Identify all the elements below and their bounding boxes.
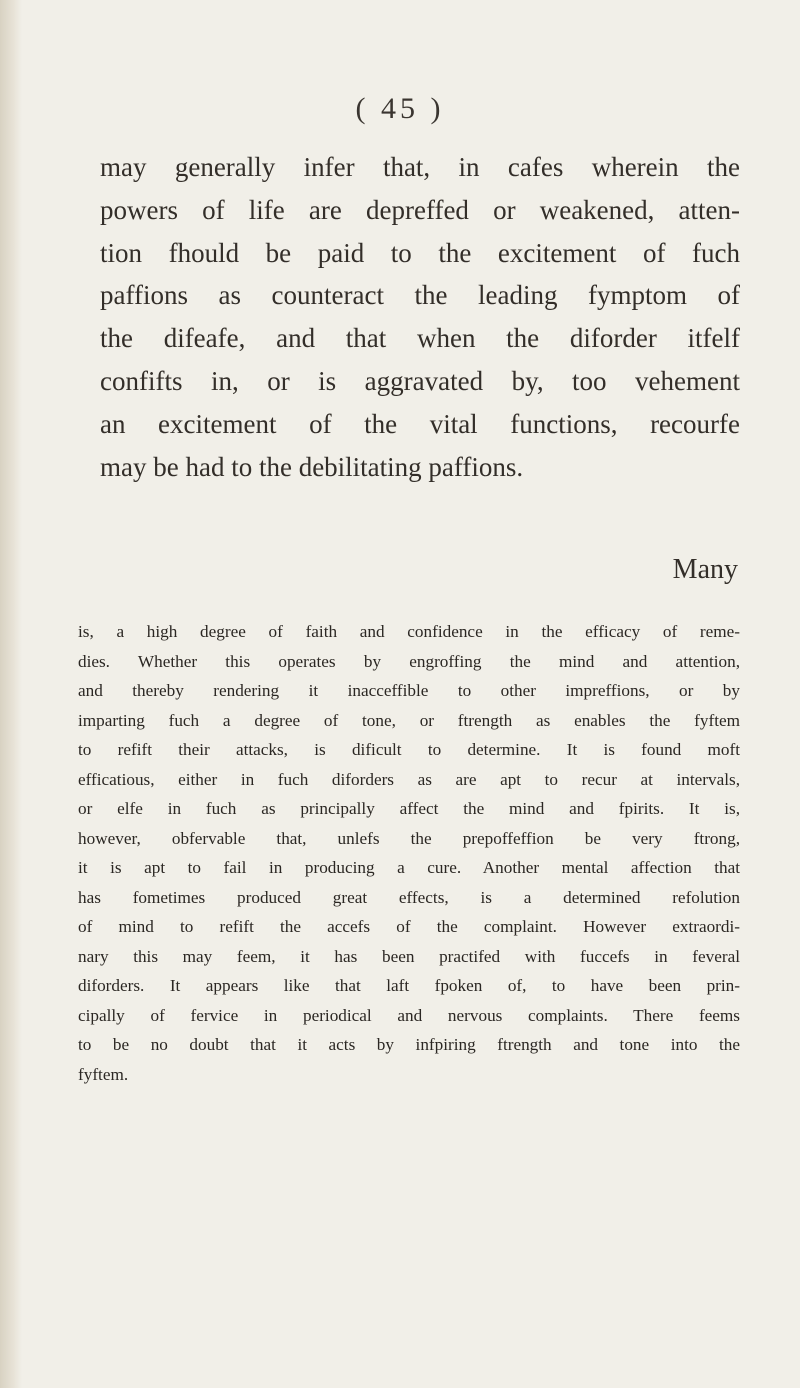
main-text-line: an excitement of the vital functions, recourfe [100, 408, 740, 439]
footnote-line: to be no doubt that it acts by infpiring ftrength and tone into the [78, 1035, 740, 1054]
footnote-line: however, obfervable that, unlefs the prepoffeffion be very ftrong, [78, 828, 740, 848]
main-text-line: may be had to the debilitating paffions. [100, 451, 524, 482]
main-text-line: may generally infer that, in cafes wherein the [100, 152, 740, 182]
footnote-line: fyftem. [78, 1064, 129, 1084]
footnote-line: to refift their attacks, is dificult to determine. It is found moft [78, 740, 740, 759]
catchword: Many [672, 554, 738, 585]
main-text-block [100, 146, 740, 488]
footnote-line: it is apt to fail in producing a cure. Another mental affection that [78, 858, 740, 877]
footnote-line: or elfe in fuch as principally affect the mind and fpirits. It is, [78, 799, 740, 818]
footnote-line: nary this may feem, it has been practifed with fuccefs in feveral [78, 946, 740, 966]
footnote-line: imparting fuch a degree of tone, or ftrength as enables the fyftem [78, 710, 740, 730]
main-text-line: paffions as counteract the leading fymptom of [100, 280, 740, 311]
footnote-line: efficatious, either in fuch diforders as are apt to recur at intervals, [78, 769, 740, 789]
footnote-line: diforders. It appears like that laft fpoken of, to have been prin- [78, 976, 740, 995]
footnote-line: of mind to refift the accefs of the complaint. However extraordi- [78, 917, 740, 936]
main-text-line: powers of life are depreffed or weakened, atten- [100, 194, 740, 225]
main-text-line: tion fhould be paid to the excitement of fuch [100, 237, 740, 268]
footnote-line: has fometimes produced great effects, is a determined refolution [78, 887, 740, 907]
main-text-line: the difeafe, and that when the diforder itfelf [100, 323, 740, 354]
footnote-block [78, 617, 740, 1089]
page-number: ( 45 ) [355, 92, 445, 125]
footnote-line: is, a high degree of faith and confidence in the efficacy of reme- [78, 622, 740, 641]
footnote-line: and thereby rendering it inacceffible to other impreffions, or by [78, 681, 740, 700]
main-text-line: confifts in, or is aggravated by, too vehement [100, 365, 740, 396]
footnote-line: dies. Whether this operates by engroffing the mind and attention, [78, 651, 740, 671]
footnote-line: cipally of fervice in periodical and nervous complaints. There feems [78, 1005, 740, 1025]
page-gutter-shadow [0, 0, 22, 1388]
